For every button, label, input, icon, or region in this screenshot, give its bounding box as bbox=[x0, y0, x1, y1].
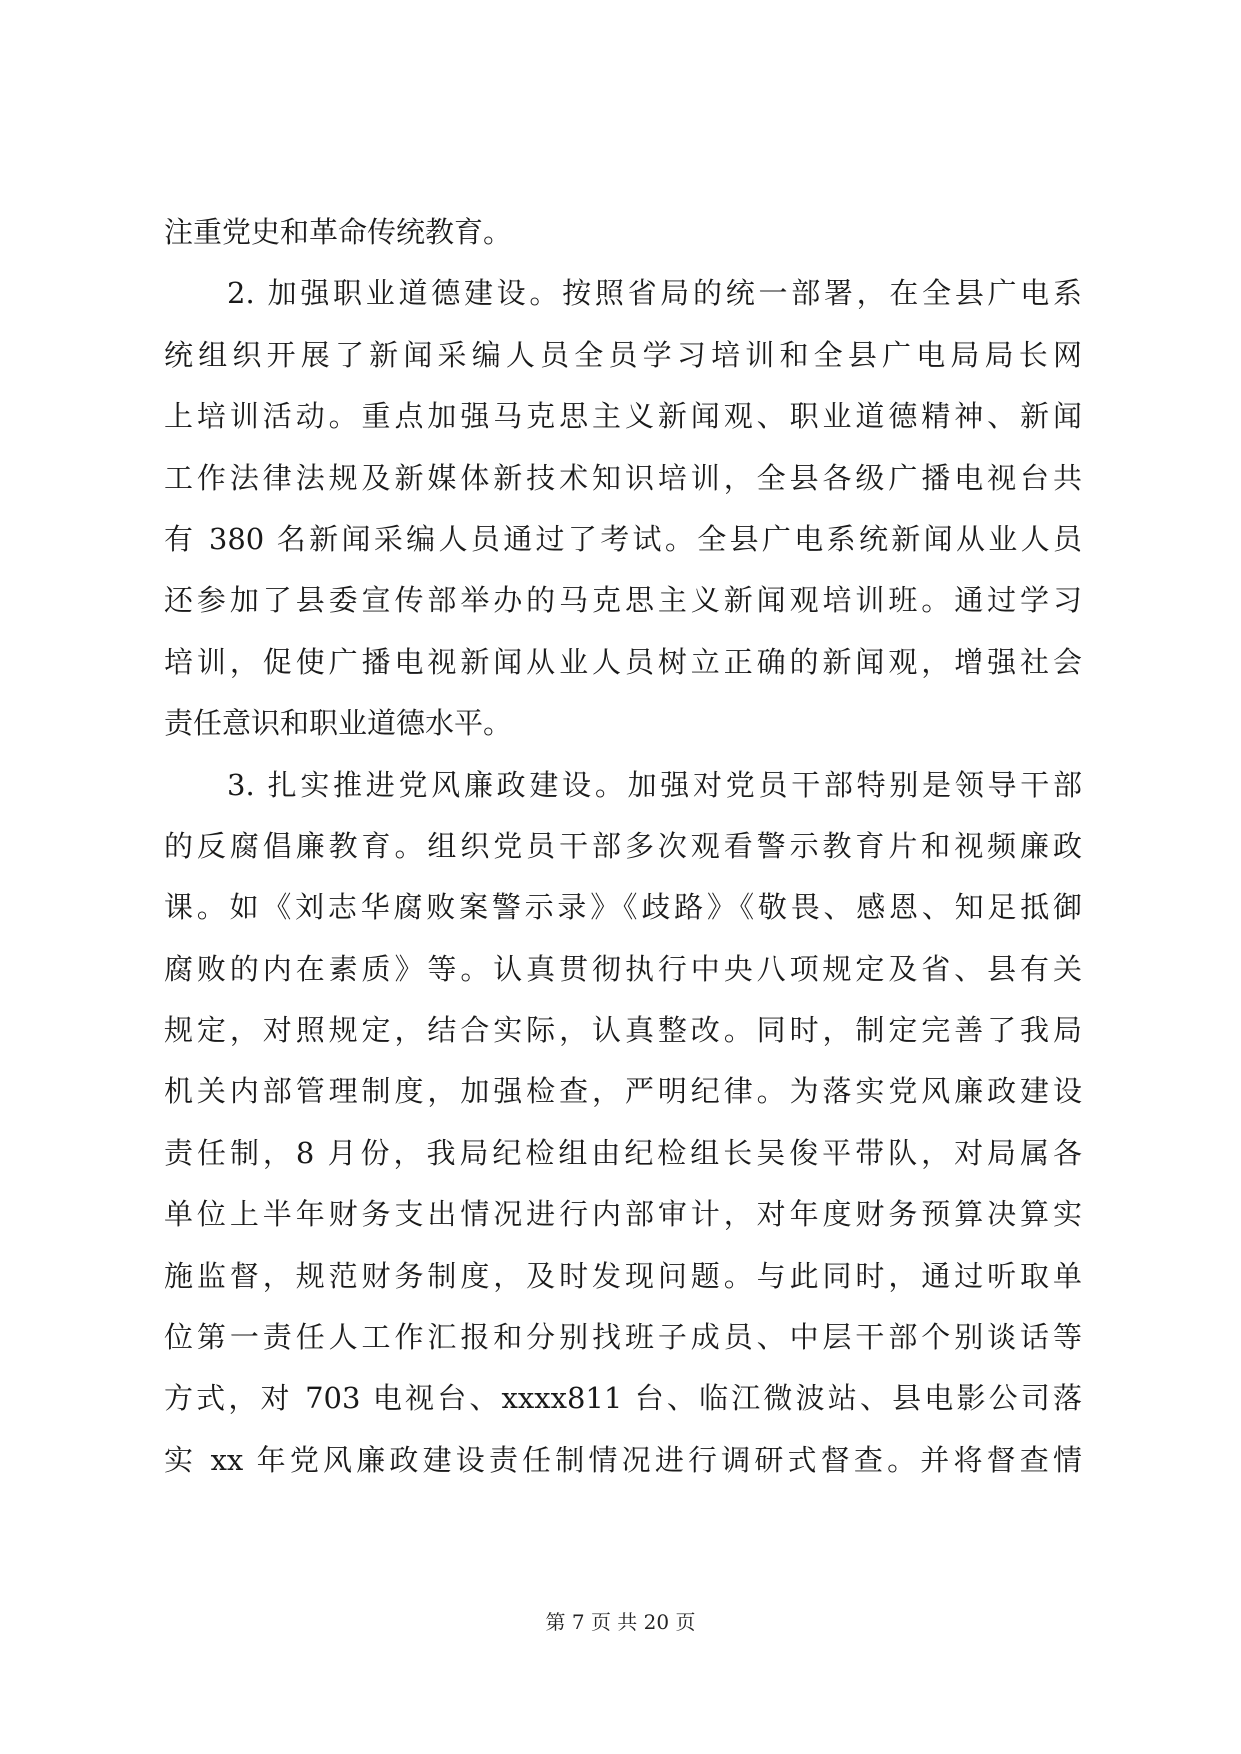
text-line: 责任制，8 月份，我局纪检组由纪检组长吴俊平带队，对局属各 bbox=[164, 1135, 1082, 1170]
text-line: 规定，对照规定，结合实际，认真整改。同时，制定完善了我局 bbox=[164, 1013, 1082, 1048]
text-line: 施监督，规范财务制度，及时发现问题。与此同时，通过听取单 bbox=[164, 1258, 1082, 1293]
text-line: 有 380 名新闻采编人员通过了考试。全县广电系统新闻从业人员 bbox=[164, 521, 1082, 556]
text-line: 的反腐倡廉教育。组织党员干部多次观看警示教育片和视频廉政 bbox=[164, 828, 1082, 863]
text-line: 培训，促使广播电视新闻从业人员树立正确的新闻观，增强社会 bbox=[164, 644, 1082, 679]
text-line: 2. 加强职业道德建设。按照省局的统一部署，在全县广电系 bbox=[227, 276, 1082, 311]
text-line: 还参加了县委宣传部举办的马克思主义新闻观培训班。通过学习 bbox=[164, 583, 1082, 618]
text-line: 注重党史和革命传统教育。 bbox=[164, 215, 513, 249]
text-line: 工作法律法规及新媒体新技术知识培训，全县各级广播电视台共 bbox=[164, 460, 1082, 495]
text-line: 上培训活动。重点加强马克思主义新闻观、职业道德精神、新闻 bbox=[164, 399, 1082, 434]
text-line: 责任意识和职业道德水平。 bbox=[164, 706, 513, 741]
text-line: 单位上半年财务支出情况进行内部审计，对年度财务预算决算实 bbox=[164, 1197, 1082, 1232]
text-line: 机关内部管理制度，加强检查，严明纪律。为落实党风廉政建设 bbox=[164, 1074, 1082, 1109]
text-line: 腐败的内在素质》等。认真贯彻执行中央八项规定及省、县有关 bbox=[164, 951, 1082, 986]
text-line: 实 xx 年党风廉政建设责任制情况进行调研式督查。并将督查情 bbox=[164, 1442, 1082, 1477]
text-line: 课。如《刘志华腐败案警示录》《歧路》《敬畏、感恩、知足抵御 bbox=[164, 890, 1082, 925]
body-text bbox=[164, 202, 1082, 1491]
text-line: 3. 扎实推进党风廉政建设。加强对党员干部特别是领导干部 bbox=[227, 767, 1082, 802]
page-number-footer: 第 7 页 共 20 页 bbox=[545, 1610, 696, 1634]
text-line: 位第一责任人工作汇报和分别找班子成员、中层干部个别谈话等 bbox=[164, 1320, 1082, 1355]
text-line: 方式，对 703 电视台、xxxx811 台、临江微波站、县电影公司落 bbox=[164, 1381, 1082, 1416]
text-line: 统组织开展了新闻采编人员全员学习培训和全县广电局局长网 bbox=[164, 337, 1082, 372]
